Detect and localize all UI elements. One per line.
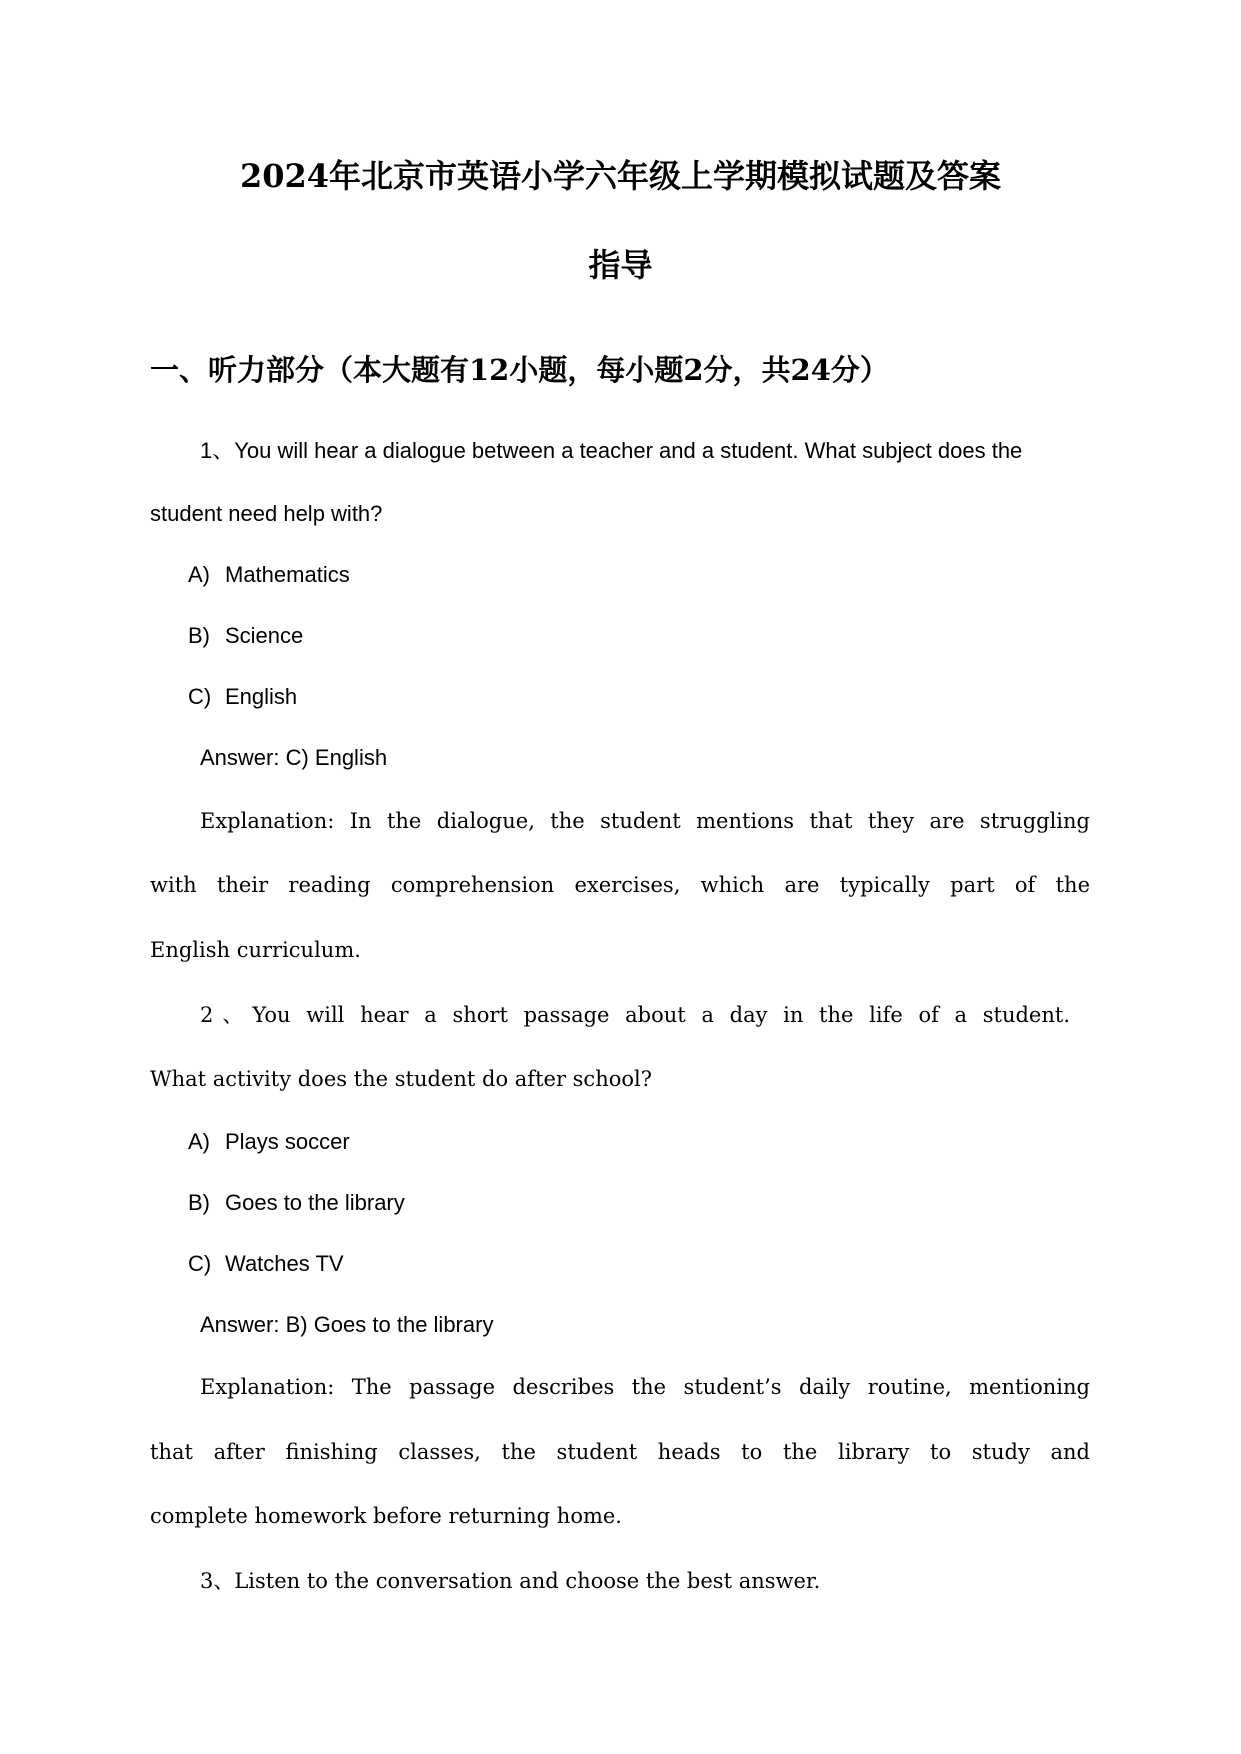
question-1-explanation-line3: English curriculum. [150,938,361,962]
option-letter: A) [188,1129,210,1154]
option-text: English [225,684,298,709]
option-letter: B) [188,623,210,648]
question-1-option-c [188,682,297,712]
question-2-explanation-line2: that after finishing classes, the student heads to the library to study and [150,1440,1090,1464]
question-2-option-c [188,1249,344,1279]
option-letter: A) [188,562,210,587]
option-letter: B) [188,1190,210,1215]
question-2-option-b [188,1188,405,1218]
document-title-line1: 2024年北京市英语小学六年级上学期模拟试题及答案 [239,157,1002,195]
section-heading: 一、听力部分（本大题有12小题，每小题2分，共24分） [150,353,889,387]
question-1-stem-line2: student need help with? [150,501,383,526]
question-1-answer: Answer: C) English [200,745,388,770]
question-2-explanation-line1: Explanation: The passage describes the student’s daily routine, mentioning [200,1375,1090,1399]
document-title-line2: 指导 [588,246,653,284]
question-2-option-a [188,1127,350,1157]
question-3-stem-line1: 3、Listen to the conversation and choose the best answer. [200,1569,821,1593]
question-2-explanation-line3: complete homework before returning home. [150,1504,622,1528]
question-2-stem-line1: 2、You will hear a short passage about a day in the life of a student. [200,1003,1070,1027]
option-text: Goes to the library [225,1190,405,1215]
option-letter: C) [188,1251,212,1276]
option-text: Plays soccer [225,1129,350,1154]
option-text: Mathematics [225,562,350,587]
question-1-option-a [188,560,350,590]
question-1-explanation-line2: with their reading comprehension exercises, which are typically part of the [150,873,1090,897]
option-text: Watches TV [225,1251,344,1276]
option-letter: C) [188,684,212,709]
question-1-explanation-line1: Explanation: In the dialogue, the student mentions that they are struggling [200,809,1090,833]
question-1-option-b [188,621,303,651]
question-2-stem-line2: What activity does the student do after school? [150,1067,652,1091]
question-1-stem-line1: 1、You will hear a dialogue between a teacher and a student. What subject does the [200,438,1023,463]
option-text: Science [225,623,304,648]
question-2-answer: Answer: B) Goes to the library [200,1312,494,1337]
